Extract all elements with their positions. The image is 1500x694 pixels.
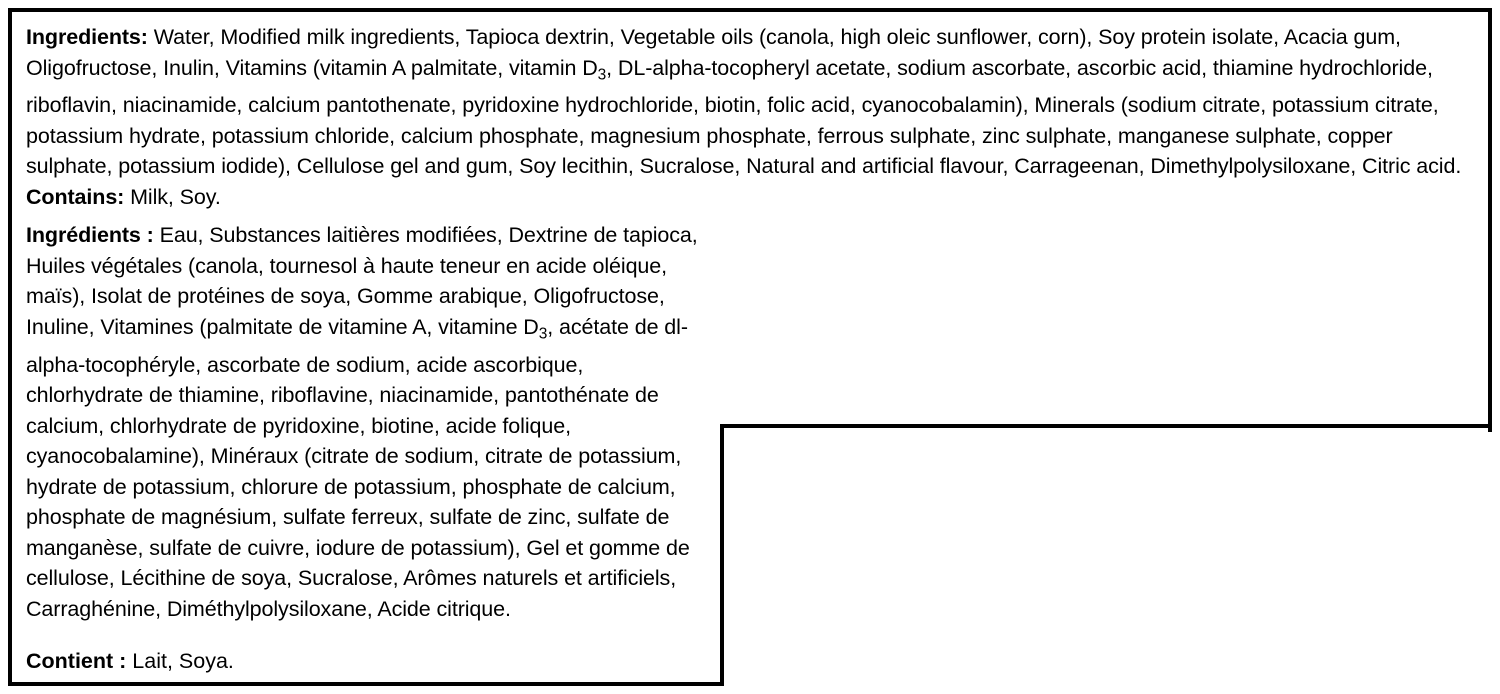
contains-label-english: Contains:	[26, 184, 125, 209]
ingredients-text-english-part2: , DL-alpha-tocopheryl acetate, sodium ascorbate, ascorbic acid, thiamine hydrochloride, riboflavin, niacinamide, calcium pantothenate, pyridoxine hydrochloride, biotin, folic acid, cyanocobalamin), Minerals (sodium citrate, potassium citrate, potassium hydrate, potassium chloride, calcium phosphate, magnesium phosphate, ferrous sulphate, zinc sulphate, manganese sulphate, copper sulphate, potassium iodide), Cellulose gel and gum, Soy lecithin, Sucralose, Natural and artificial flavour, Carrageenan, Dimethylpolysiloxane, Citric acid.	[26, 55, 1462, 179]
contains-text-french: Lait, Soya.	[126, 648, 234, 673]
ingredients-paragraph-english	[26, 22, 1466, 212]
ingredients-label-english: Ingredients:	[26, 25, 148, 49]
vitamin-d-subscript-french: 3	[538, 325, 548, 343]
contains-label-french: Contient :	[26, 648, 127, 673]
ingredients-block-french	[26, 220, 1474, 676]
notch-spacer	[702, 220, 1474, 340]
ingredients-label-french: Ingrédients :	[26, 223, 154, 248]
ingredients-text-french-part1: Eau, Substances laitières modifiées, Dextrine de tapioca, Huiles végétales (canola, tournesol à haute teneur en acide oléique, maïs), Isolat de protéines de soya, Gomme arabique, Oligofructose, Inuline, Vitamines (palmitate de vitamine A, vitamine D	[26, 223, 698, 339]
contains-text-english: Milk, Soy.	[124, 184, 221, 209]
vitamin-d-subscript-english: 3	[597, 65, 607, 83]
notch-spacer-lower	[702, 340, 1474, 694]
ingredients-text-english-part1: Water, Modified milk ingredients, Tapioca dextrin, Vegetable oils (canola, high oleic sunflower, corn), Soy protein isolate, Acacia gum, Oligofructose, Inulin, Vitamins (vitamin A palmitate, vitamin D	[26, 25, 1401, 80]
ingredients-text-french-part2: , acétate de dl-alpha-tocophéryle, ascorbate de sodium, acide ascorbique, chlorhydrate de thiamine, riboflavine, niacinamide, pantothénate de calcium, chlorhydrate de pyridoxine, biotine, acide folique, cyanocobalamine), Minéraux (citrate de sodium, citrate de potassium, hydrate de potassium, chlorure de potassium, phosphate de calcium, phosphate de magnésium, sulfate ferreux, sulfate de zinc, sulfate de manganèse, sulfate de cuivre, iodure de potassium), Gel et gomme de cellulose, Lécithine de soya, Sucralose, Arômes naturels et artificiels, Carraghénine, Diméthylpolysiloxane, Acide citrique.	[26, 314, 690, 621]
